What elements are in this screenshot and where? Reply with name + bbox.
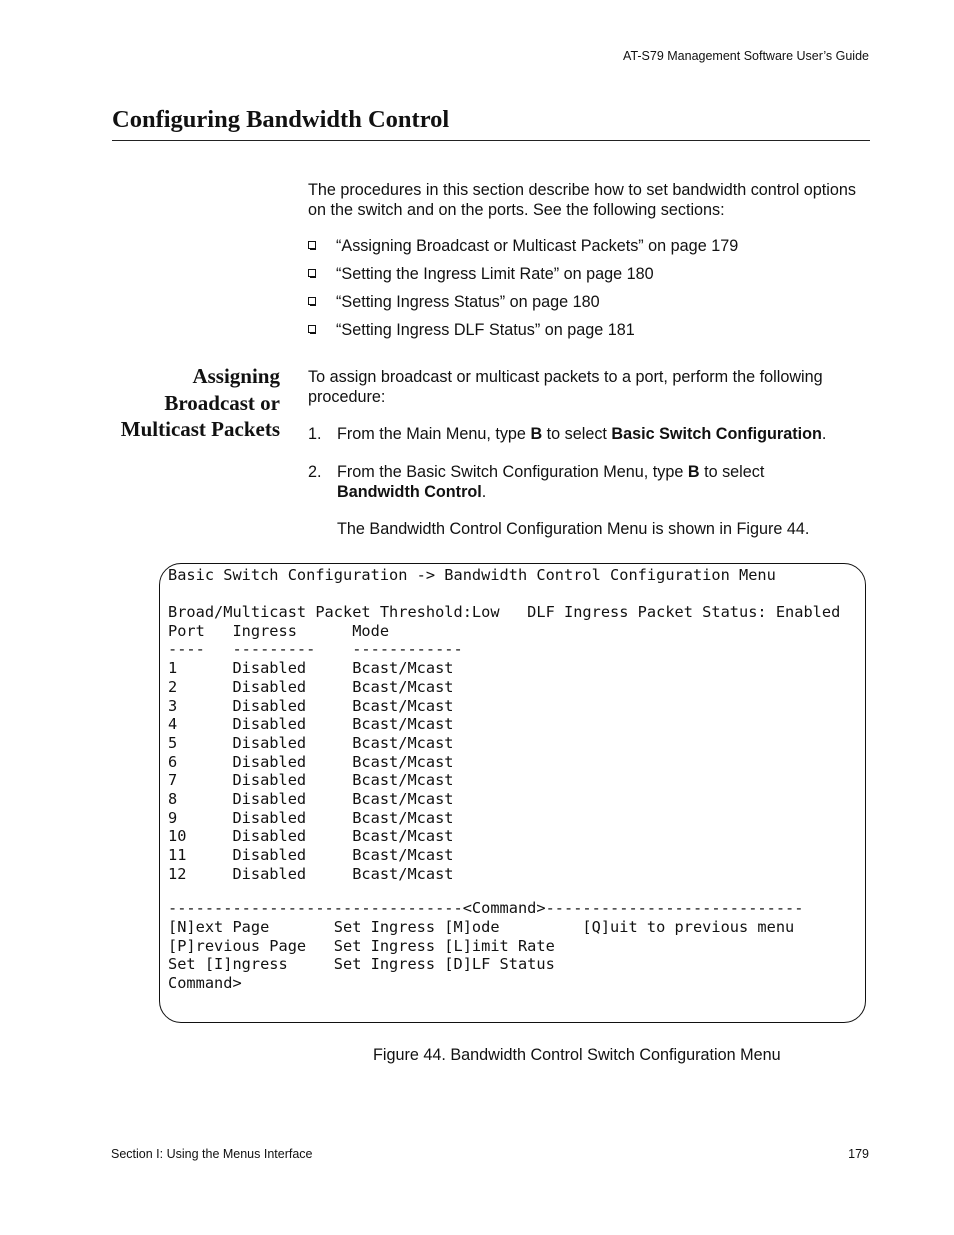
procedure-steps [308,424,868,501]
section-intro: The procedures in this section describe how to set bandwidth control options on the switch and on the ports. See the following sections: [308,181,856,219]
cross-reference-link[interactable]: “Setting the Ingress Limit Rate” on page 180 [336,265,654,283]
title-rule [112,140,870,141]
subsection-intro: To assign broadcast or multicast packets to a port, perform the following procedure: [308,368,823,406]
step-text-part: From the Basic Switch Configuration Menu, type [337,463,688,481]
table-row: 8 Disabled Bcast/Mcast [168,790,454,808]
table-row: 9 Disabled Bcast/Mcast [168,809,454,827]
step-number: 2. [308,463,322,481]
step-text-part: From the Main Menu, type [337,425,531,443]
subsection-heading [121,363,280,443]
step-text-part: . [481,483,487,501]
terminal-screen [159,563,866,1023]
page-number: 179 [848,1147,869,1161]
threshold-status-line: Broad/Multicast Packet Threshold:Low DLF Ingress Packet Status: Enabled [168,603,841,621]
step-target: Basic Switch Configuration [611,425,822,443]
checkbox-bullet-icon [308,297,316,305]
subsection-heading-line: Assigning [192,364,280,388]
table-row: 7 Disabled Bcast/Mcast [168,771,454,789]
checkbox-bullet-icon [308,325,316,333]
step-target: Bandwidth Control [337,483,482,501]
procedure-step-2 [308,462,868,502]
running-header: AT-S79 Management Software User’s Guide [623,49,869,63]
procedure-step-1 [308,424,868,444]
table-row: 1 Disabled Bcast/Mcast [168,659,454,677]
subsection-heading-line: Broadcast or [164,390,280,415]
subsection-heading-line: Multicast Packets [120,417,280,441]
menu-title: Basic Switch Configuration -> Bandwidth Control Configuration Menu [168,566,776,584]
step-text [337,424,868,444]
table-row: 10 Disabled Bcast/Mcast [168,827,454,845]
cross-reference-link[interactable]: “Setting Ingress DLF Status” on page 181 [336,321,635,339]
footer-section: Section I: Using the Menus Interface [111,1147,313,1161]
table-divider: ---- --------- ------------ [168,640,463,658]
table-row: 2 Disabled Bcast/Mcast [168,678,454,696]
cross-reference-link[interactable]: “Setting Ingress Status” on page 180 [336,293,600,311]
table-row: 11 Disabled Bcast/Mcast [168,846,454,864]
step-text [337,462,868,502]
table-header: Port Ingress Mode [168,622,390,640]
step-text-part: to select [699,463,765,481]
command-options[interactable]: Set [I]ngress Set Ingress [D]LF Status [168,955,555,973]
command-options[interactable]: [P]revious Page Set Ingress [L]imit Rate [168,937,555,955]
cross-reference-link[interactable]: “Assigning Broadcast or Multicast Packets” on page 179 [336,237,739,255]
table-row: 5 Disabled Bcast/Mcast [168,734,454,752]
command-options[interactable]: [N]ext Page Set Ingress [M]ode [Q]uit to previous menu [168,918,795,936]
table-row: 3 Disabled Bcast/Mcast [168,697,454,715]
figure-caption: Figure 44. Bandwidth Control Switch Configuration Menu [373,1046,781,1064]
command-bar: --------------------------------<Command>---------------------------- [168,899,804,917]
table-row: 4 Disabled Bcast/Mcast [168,715,454,733]
step-text-part: to select [542,425,612,443]
section-title: Configuring Bandwidth Control [112,106,450,133]
table-row: 12 Disabled Bcast/Mcast [168,865,454,883]
step-key: B [687,463,700,481]
step-key: B [530,425,543,443]
step-text-part: . [821,425,827,443]
step-number: 1. [308,425,322,443]
table-row: 6 Disabled Bcast/Mcast [168,753,454,771]
checkbox-bullet-icon [308,269,316,277]
checkbox-bullet-icon [308,241,316,249]
command-prompt[interactable]: Command> [168,974,242,992]
figure-reference: The Bandwidth Control Configuration Menu is shown in Figure 44. [337,520,810,538]
